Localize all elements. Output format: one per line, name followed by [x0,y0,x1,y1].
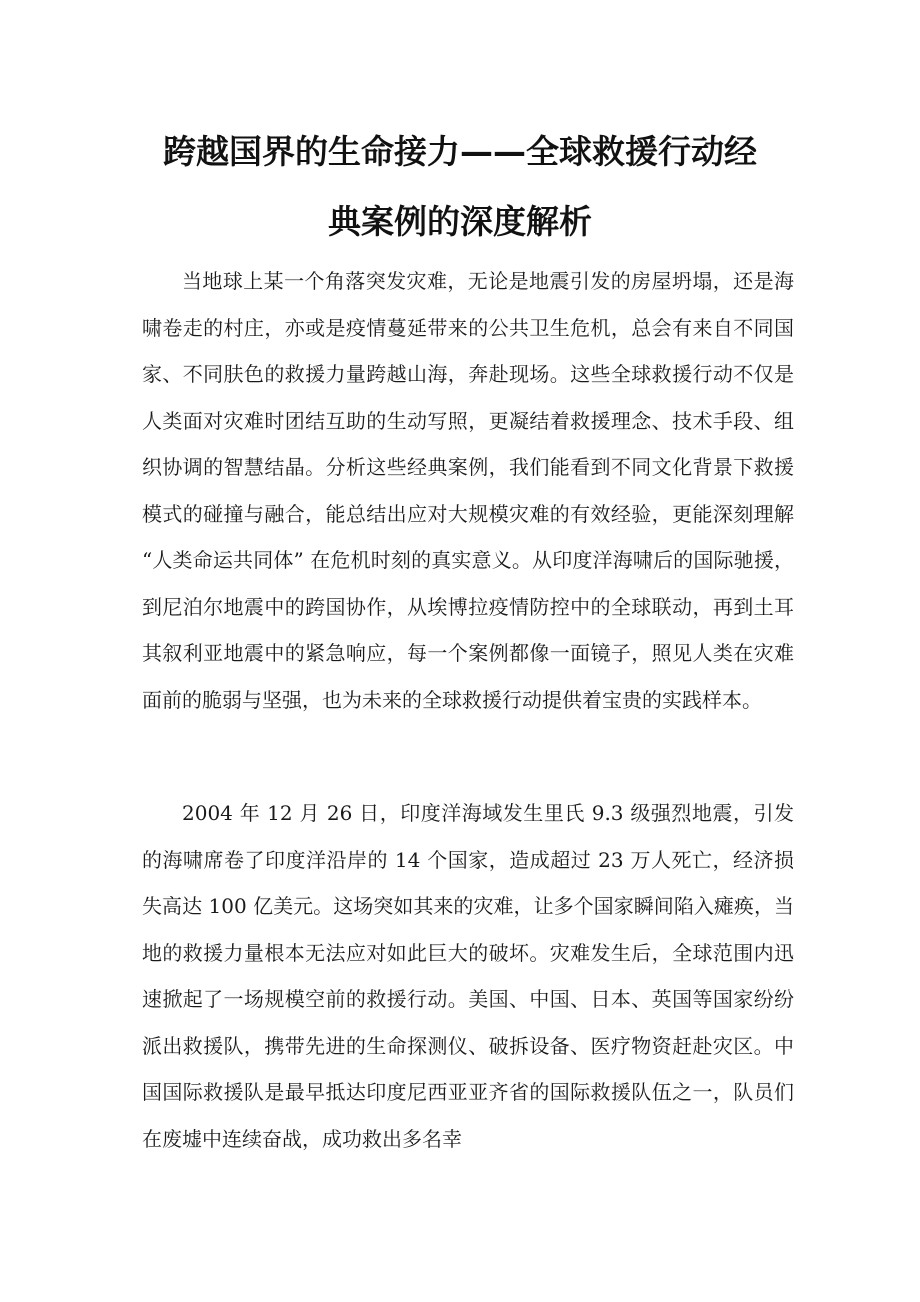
paragraph-intro [142,258,794,723]
paragraph-indian-ocean-tsunami [142,790,794,1162]
paragraph-2-text: 2004 年 12 月 26 日，印度洋海域发生里氏 9.3 级强烈地震，引发的海啸席卷了印度洋沿岸的 14 个国家，造成超过 23 万人死亡，经济损失高达 100 亿美元。这场突如其来的灾难，让多个国家瞬间陷入瘫痪，当地的救援力量根本无法应对如此巨大的破坏。灾难发生后，全球范围内迅速掀起了一场规模空前的救援行动。美国、中国、日本、英国等国家纷纷派出救援队，携带先进的生命探测仪、破拆设备、医疗物资赶赴灾区。中国国际救援队是最早抵达印度尼西亚亚齐省的国际救援队伍之一，队员们在废墟中连续奋战，成功救出多名幸 [142,801,794,1151]
document-title-line-1: 跨越国界的生命接力——全球救援行动经 [163,132,757,171]
document-title-line-2: 典案例的深度解析 [328,202,592,241]
paragraph-1-text: 当地球上某一个角落突发灾难，无论是地震引发的房屋坍塌，还是海啸卷走的村庄，亦或是疫情蔓延带来的公共卫生危机，总会有来自不同国家、不同肤色的救援力量跨越山海，奔赴现场。这些全球救援行动不仅是人类面对灾难时团结互助的生动写照，更凝结着救援理念、技术手段、组织协调的智慧结晶。分析这些经典案例，我们能看到不同文化背景下救援模式的碰撞与融合，能总结出应对大规模灾难的有效经验，更能深刻理解 “人类命运共同体” 在危机时刻的真实意义。从印度洋海啸后的国际驰援，到尼泊尔地震中的跨国协作，从埃博拉疫情防控中的全球联动，再到土耳其叙利亚地震中的紧急响应，每一个案例都像一面镜子，照见人类在灾难面前的脆弱与坚强，也为未来的全球救援行动提供着宝贵的实践样本。 [142,269,794,712]
